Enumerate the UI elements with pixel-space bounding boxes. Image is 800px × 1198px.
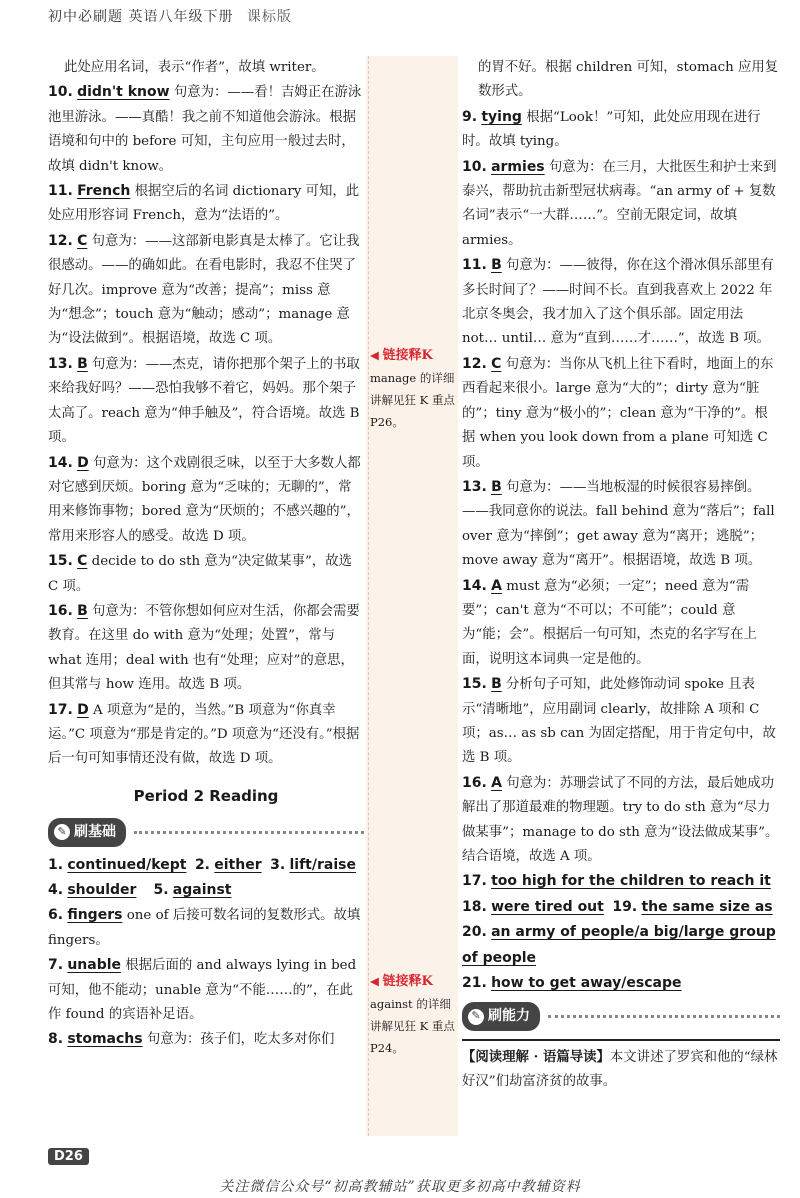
answer-item	[48, 953, 364, 1027]
item-explanation: A 项意为“是的，当然。”B 项意为“你真幸运。”C 项意为“那是肯定的。”D 项意为“还没有。”根据后一句可知事情还没有做，故选 D 项。	[48, 702, 360, 767]
item-explanation: 根据后面的 and always lying in bed 可知，他不能动；unable 意为“不能……的”，在此作 found 的宾语补足语。	[48, 958, 357, 1023]
item-answer: A	[491, 577, 502, 594]
pen-icon: ✎	[54, 824, 70, 840]
badge-ability	[462, 1002, 540, 1030]
item-answer: either	[214, 856, 262, 873]
badge-row-basic	[48, 818, 364, 846]
answer-item	[462, 155, 780, 254]
item-answer: tying	[481, 108, 522, 125]
answer-line	[462, 971, 780, 996]
page-header	[48, 6, 292, 26]
answer-item	[48, 599, 364, 698]
item-answer: too high for the children to reach it	[491, 873, 771, 890]
item-number: 6.	[48, 907, 64, 924]
answer-item	[462, 253, 780, 352]
item-explanation: decide to do sth 意为“决定做某事”，故选 C 项。	[48, 554, 352, 594]
right-intro: 的胃不好。根据 children 可知，stomach 应用复数形式。	[478, 60, 779, 100]
item-number: 15.	[48, 553, 73, 570]
item-answer: French	[77, 183, 131, 200]
item-answer: B	[491, 257, 502, 274]
guide-text: 本文讲述了罗宾和他的“绿林好汉”们劫富济贫的故事。	[462, 1049, 778, 1090]
right-column	[462, 56, 780, 1095]
answer-item	[48, 80, 364, 179]
answer-line	[462, 895, 780, 920]
item-answer: didn't know	[77, 84, 170, 101]
item-explanation: 句意为：——当地板湿的时候很容易摔倒。——我同意你的说法。fall behind 意为“落后”；fall over 意为“摔倒”；get away 意为“离开；逃脱”；move away 意为“离开”。根据语境，故选 B 项。	[462, 479, 775, 569]
item-answer: C	[77, 553, 88, 570]
item-answer: C	[491, 355, 502, 372]
item-number: 21.	[462, 975, 487, 992]
page-number: D26	[48, 1148, 89, 1165]
item-answer: D	[77, 701, 89, 718]
item-answer: armies	[491, 158, 545, 175]
item-number: 1.	[48, 856, 64, 873]
answer-item	[462, 475, 780, 574]
dotted-divider	[134, 831, 364, 834]
left-column	[48, 56, 364, 1053]
header-edition: 课标版	[246, 9, 292, 25]
link-text: manage 的详细讲解见狂 K 重点 P26。	[370, 371, 455, 429]
item-number: 20.	[462, 924, 487, 941]
pen-icon: ✎	[468, 1009, 484, 1025]
item-answer: how to get away/escape	[491, 975, 682, 992]
item-answer: stomachs	[67, 1031, 143, 1048]
item-answer: D	[77, 454, 89, 471]
answer-item	[48, 229, 364, 352]
item-explanation: 句意为：——彼得，你在这个滑冰俱乐部里有多长时间了？——时间不长。直到我喜欢上 2022 年北京冬奥会，我才加入了这个俱乐部。固定用法 not… until… 意为“直到……才……”，故选 B 项。	[462, 258, 774, 347]
item-explanation: 分析句子可知，此处修饰动词 spoke 且表示“清晰地”，应用副词 clearly，故排除 A 项和 C 项；as… as sb can 为固定搭配，用于肯定句中，故选 B 项。	[462, 677, 776, 766]
item-number: 13.	[462, 478, 487, 495]
item-explanation: 句意为：孩子们，吃太多对你们	[146, 1032, 335, 1048]
item-number: 12.	[48, 232, 73, 249]
item-explanation: 句意为：——看！吉姆正在游泳池里游泳。——真酷！我之前不知道他会游泳。根据语境和句中的 before 可知，主句应用一般过去时，故填 didn't know。	[48, 85, 362, 174]
answer-item	[48, 179, 364, 229]
answer-item	[462, 105, 780, 155]
section-title: Period 2 Reading	[133, 786, 279, 805]
item-number: 5.	[153, 882, 169, 898]
item-number: 17.	[48, 701, 73, 718]
item-number: 18.	[462, 898, 487, 915]
item-number: 12.	[462, 355, 487, 372]
link-text: against 的详细讲解见狂 K 重点 P24。	[370, 997, 455, 1055]
answer-item	[462, 771, 780, 870]
item-answer: B	[77, 602, 88, 619]
item-answer: fingers	[67, 907, 123, 924]
item-explanation: one of 后接可数名词的复数形式。故填 fingers。	[48, 908, 361, 948]
item-number: 3.	[270, 856, 286, 873]
item-number: 16.	[48, 602, 73, 619]
item-answer: B	[491, 478, 502, 495]
item-answer: an army of people/a big/large group of people	[462, 924, 776, 966]
badge-label: 刷基础	[74, 824, 116, 841]
badge-label: 刷能力	[488, 1008, 530, 1025]
answer-item	[48, 698, 364, 772]
item-number: 10.	[462, 158, 487, 175]
answer-item	[48, 549, 364, 599]
item-number: 14.	[48, 454, 73, 471]
item-answer: the same size as	[641, 898, 773, 915]
answer-item	[462, 672, 780, 771]
guide-title: 【阅读理解 · 语篇导读】	[462, 1048, 610, 1065]
item-answer: lift/raise	[289, 856, 356, 873]
item-answer: continued/kept	[67, 856, 187, 873]
item-explanation: 句意为：苏珊尝试了不同的方法，最后她成功解出了那道最难的物理题。try to do sth 意为“尽力做某事”；manage to do sth 意为“设法做成某事”。结合语境，故选 A 项。	[462, 775, 779, 864]
item-number: 7.	[48, 957, 64, 974]
answer-line	[462, 869, 780, 894]
item-number: 9.	[462, 108, 478, 125]
header-title: 初中必刷题 英语八年级下册	[48, 9, 234, 25]
badge-basic	[48, 818, 126, 846]
item-answer: against	[172, 882, 232, 898]
item-answer: were tired out	[491, 898, 604, 915]
answer-item	[48, 1027, 364, 1052]
badge-row-ability	[462, 1002, 780, 1030]
item-answer: B	[77, 355, 88, 372]
item-number: 17.	[462, 873, 487, 890]
item-answer: A	[491, 774, 502, 791]
item-number: 2.	[194, 856, 210, 873]
footer-note: 关注微信公众号“初高教辅站”获取更多初高中教辅资料	[219, 1179, 581, 1195]
answer-line	[48, 878, 364, 903]
side-link-manage: ◀ 链接释K manage 的详细讲解见狂 K 重点 P26。	[370, 344, 456, 433]
answer-item	[462, 574, 780, 673]
item-number: 4.	[48, 882, 64, 898]
item-explanation: 句意为：这个戏剧很乏味，以至于大多数人都对它感到厌烦。boring 意为“乏味的；无聊的”，常用来修饰事物；bored 意为“厌烦的；不感兴趣的”，常用来形容人的感受。故选 D 项。	[48, 455, 361, 544]
answer-item	[48, 352, 364, 451]
dotted-divider	[548, 1015, 780, 1018]
answer-item	[48, 903, 364, 953]
answer-item	[48, 451, 364, 550]
item-answer: B	[491, 676, 502, 693]
side-link-against: ◀ 链接释K against 的详细讲解见狂 K 重点 P24。	[370, 970, 456, 1059]
item-number: 14.	[462, 577, 487, 594]
item-number: 16.	[462, 774, 487, 791]
item-answer: C	[77, 232, 88, 249]
left-intro: 此处应用名词，表示“作者”，故填 writer。	[64, 60, 325, 75]
item-explanation: 句意为：不管你想如何应对生活，你都会需要教育。在这里 do with 意为“处理；处置”，常与 what 连用；deal with 也有“处理；应对”的意思，但其常与 how 连用。故选 B 项。	[48, 603, 360, 693]
item-explanation: 句意为：——杰克，请你把那个架子上的书取来给我好吗？——恐怕我够不着它，妈妈。那个架子太高了。reach 意为“伸手触及”，符合语境。故选 B 项。	[48, 356, 360, 446]
link-title: 链接释K	[382, 974, 433, 989]
item-explanation: 根据“Look！”可知，此处应用现在进行时。故填 tying。	[462, 109, 761, 150]
answer-line	[48, 853, 364, 878]
item-answer: shoulder	[67, 882, 137, 898]
item-number: 11.	[48, 183, 73, 200]
item-number: 11.	[462, 257, 487, 274]
item-explanation: 句意为：在三月，大批医生和护士来到泰兴，帮助抗击新型冠状病毒。“an army of + 复数名词”表示“一大群……”。空前无限定词，故填 armies。	[462, 159, 777, 248]
link-title: 链接释K	[382, 348, 433, 363]
item-explanation: 根据空后的名词 dictionary 可知，此处应用形容词 French，意为“法语的”。	[48, 184, 360, 224]
answer-line	[462, 920, 780, 971]
item-number: 8.	[48, 1031, 64, 1048]
item-number: 19.	[612, 898, 638, 915]
answer-item	[462, 352, 780, 475]
item-explanation: 句意为：——这部新电影真是太棒了。它让我很感动。——的确如此。在看电影时，我忍不住哭了好几次。improve 意为“改善；提高”；miss 意为“想念”；touch 意为“触动；感动”；manage 意为“设法做到”。根据语境，故选 C 项。	[48, 233, 360, 347]
item-number: 13.	[48, 355, 73, 372]
item-answer: unable	[67, 957, 122, 974]
item-number: 10.	[48, 84, 73, 101]
item-number: 15.	[462, 676, 487, 693]
reading-guide	[462, 1039, 780, 1095]
item-explanation: must 意为“必须；一定”；need 意为“需要”；can't 意为“不可以；不可能”；could 意为“能；会”。根据后一句可知，杰克的名字写在上面，说明这本词典一定是他的。	[462, 578, 757, 667]
item-explanation: 句意为：当你从飞机上往下看时，地面上的东西看起来很小。large 意为“大的”；dirty 意为“脏的”；tiny 意为“极小的”；clean 意为“干净的”。根据 when you look down from a plane 可知选 C 项。	[462, 356, 774, 470]
